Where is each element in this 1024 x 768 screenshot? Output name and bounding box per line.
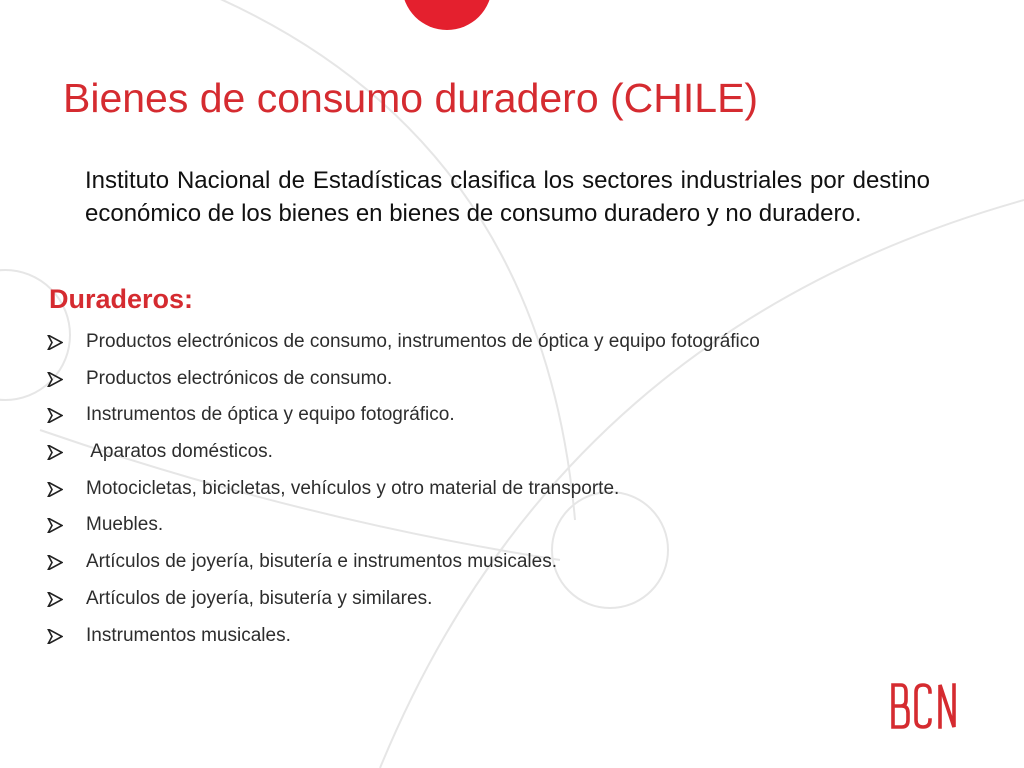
slide-title: Bienes de consumo duradero (CHILE) [63, 75, 759, 121]
list-item [47, 618, 947, 655]
list-item-label: Productos electrónicos de consumo, instrumentos de óptica y equipo fotográfico [86, 331, 760, 352]
list-item [47, 434, 947, 471]
bcn-logo [890, 682, 960, 730]
arrowhead-bullet-icon [47, 482, 63, 497]
intro-paragraph: Instituto Nacional de Estadísticas clasifica los sectores industriales por destino económico de los bienes en bienes de consumo duradero y no duradero. [85, 167, 930, 227]
arrowhead-bullet-icon [47, 592, 63, 607]
list-item [47, 361, 947, 398]
list-item-label: Instrumentos musicales. [86, 624, 291, 646]
list-item [47, 471, 947, 508]
list-item-label: Instrumentos de óptica y equipo fotográfico. [86, 404, 455, 426]
decor-red-circle [402, 0, 492, 30]
arrowhead-bullet-icon [47, 555, 63, 570]
durables-list [47, 324, 947, 654]
list-item-label: Artículos de joyería, bisutería e instrumentos musicales. [86, 551, 557, 573]
list-item [47, 581, 947, 618]
arrowhead-bullet-icon [47, 372, 63, 387]
list-item-label: Motocicletas, bicicletas, vehículos y otro material de transporte. [86, 477, 620, 499]
arrowhead-bullet-icon [47, 518, 63, 533]
list-item [47, 544, 947, 581]
arrowhead-bullet-icon [47, 445, 63, 460]
list-item-label: Muebles. [86, 514, 164, 536]
list-item [47, 507, 947, 544]
list-item-label: Productos electrónicos de consumo. [86, 367, 393, 389]
list-item-label: Artículos de joyería, bisutería y similares. [86, 587, 433, 609]
arrowhead-bullet-icon [47, 408, 63, 423]
section-subheading: Duraderos: [49, 284, 194, 314]
arrowhead-bullet-icon [47, 335, 63, 350]
list-item [47, 397, 947, 434]
list-item-label: Aparatos domésticos. [86, 441, 273, 463]
list-item [47, 324, 947, 361]
arrowhead-bullet-icon [47, 629, 63, 644]
